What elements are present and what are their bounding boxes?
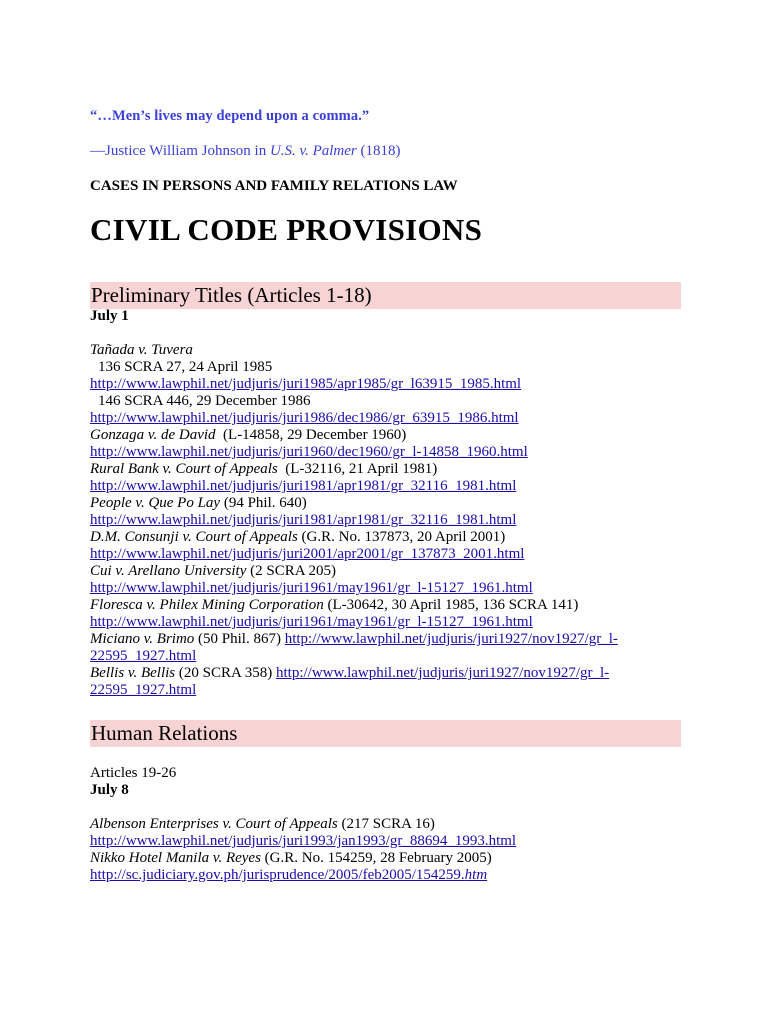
case-link-extension: htm xyxy=(464,867,488,883)
case-link[interactable]: http://www.lawphil.net/judjuris/juri1960/dec1960/gr_l-14858_1960.html xyxy=(90,444,528,460)
case-link-text: http://sc.judiciary.gov.ph/jurisprudence/2005/feb2005/154259. xyxy=(90,867,465,883)
case-name: Rural Bank v. Court of Appeals xyxy=(90,461,278,477)
section-heading-preliminary-titles: Preliminary Titles (Articles 1-18) xyxy=(90,282,681,309)
case-link[interactable]: http://www.lawphil.net/judjuris/juri2001/apr2001/gr_137873_2001.html xyxy=(90,546,525,562)
case-citation: (20 SCRA 358) xyxy=(175,665,276,681)
case-citation: (50 Phil. 867) xyxy=(194,631,285,647)
document-title: CIVIL CODE PROVISIONS xyxy=(90,212,483,247)
case-name: D.M. Consunji v. Court of Appeals xyxy=(90,529,298,545)
section-heading-human-relations: Human Relations xyxy=(90,720,681,747)
case-link-continued[interactable]: 22595_1927.html xyxy=(90,648,197,664)
case-citation: (L-14858, 29 December 1960) xyxy=(215,427,407,443)
case-link[interactable]: http://www.lawphil.net/judjuris/juri1961/may1961/gr_l-15127_1961.html xyxy=(90,614,533,630)
case-citation: (G.R. No. 154259, 28 February 2005) xyxy=(260,850,492,866)
case-citation: (2 SCRA 205) xyxy=(246,563,336,579)
section-articles: Articles 19-26 xyxy=(90,765,177,781)
case-entry xyxy=(90,427,682,444)
case-link[interactable]: http://www.lawphil.net/judjuris/juri1985/apr1985/gr_l63915_1985.html xyxy=(90,376,522,392)
case-citation: (217 SCRA 16) xyxy=(337,816,435,832)
case-entry xyxy=(90,563,682,580)
section-preliminary-titles-body xyxy=(90,308,682,699)
case-name: Miciano v. Brimo xyxy=(90,631,195,647)
section-date: July 1 xyxy=(90,308,129,324)
case-entry xyxy=(90,529,682,546)
case-name: Bellis v. Bellis xyxy=(90,665,176,681)
case-link[interactable]: http://www.lawphil.net/judjuris/juri1981/apr1981/gr_32116_1981.html xyxy=(90,478,517,494)
case-name: Floresca v. Philex Mining Corporation xyxy=(90,597,324,613)
case-name: Albenson Enterprises v. Court of Appeals xyxy=(90,816,338,832)
case-link[interactable]: http://www.lawphil.net/judjuris/juri1927/nov1927/gr_l- xyxy=(275,665,610,681)
attribution-case: U.S. v. Palmer xyxy=(269,143,357,159)
case-link[interactable] xyxy=(90,867,487,883)
case-entry xyxy=(90,850,682,867)
case-name: Nikko Hotel Manila v. Reyes xyxy=(90,850,261,866)
case-entry xyxy=(90,665,682,682)
case-entry xyxy=(90,597,682,614)
case-citation: 136 SCRA 27, 24 April 1985 xyxy=(98,359,273,375)
case-link[interactable]: http://www.lawphil.net/judjuris/juri1927/nov1927/gr_l- xyxy=(284,631,618,647)
case-link[interactable]: http://www.lawphil.net/judjuris/juri1993/jan1993/gr_88694_1993.html xyxy=(90,833,517,849)
case-citation: 146 SCRA 446, 29 December 1986 xyxy=(98,393,311,409)
case-entry xyxy=(90,461,682,478)
case-entry xyxy=(90,631,682,648)
case-name: People v. Que Po Lay xyxy=(90,495,221,511)
case-link[interactable]: http://www.lawphil.net/judjuris/juri1981/apr1981/gr_32116_1981.html xyxy=(90,512,517,528)
case-name: Cui v. Arellano University xyxy=(90,563,247,579)
section-human-relations-body xyxy=(90,765,682,884)
case-link-continued[interactable]: 22595_1927.html xyxy=(90,682,197,698)
case-citation: (94 Phil. 640) xyxy=(220,495,307,511)
attribution-year: (1818) xyxy=(356,143,401,159)
case-entry xyxy=(90,816,682,833)
case-link[interactable]: http://www.lawphil.net/judjuris/juri1986/dec1986/gr_63915_1986.html xyxy=(90,410,519,426)
case-citation: (L-32116, 21 April 1981) xyxy=(277,461,438,477)
case-entry xyxy=(90,495,682,512)
attribution-prefix: —Justice William Johnson in xyxy=(90,143,270,159)
document-subheading: CASES IN PERSONS AND FAMILY RELATIONS LAW xyxy=(90,178,458,194)
epigraph-quote: “…Men’s lives may depend upon a comma.” xyxy=(90,108,370,124)
section-date: July 8 xyxy=(90,782,129,798)
case-name: Gonzaga v. de David xyxy=(90,427,216,443)
case-name: Tañada v. Tuvera xyxy=(90,342,193,358)
case-citation: (L-30642, 30 April 1985, 136 SCRA 141) xyxy=(323,597,579,613)
epigraph-attribution xyxy=(90,143,401,160)
case-link[interactable]: http://www.lawphil.net/judjuris/juri1961/may1961/gr_l-15127_1961.html xyxy=(90,580,533,596)
case-citation: (G.R. No. 137873, 20 April 2001) xyxy=(297,529,506,545)
